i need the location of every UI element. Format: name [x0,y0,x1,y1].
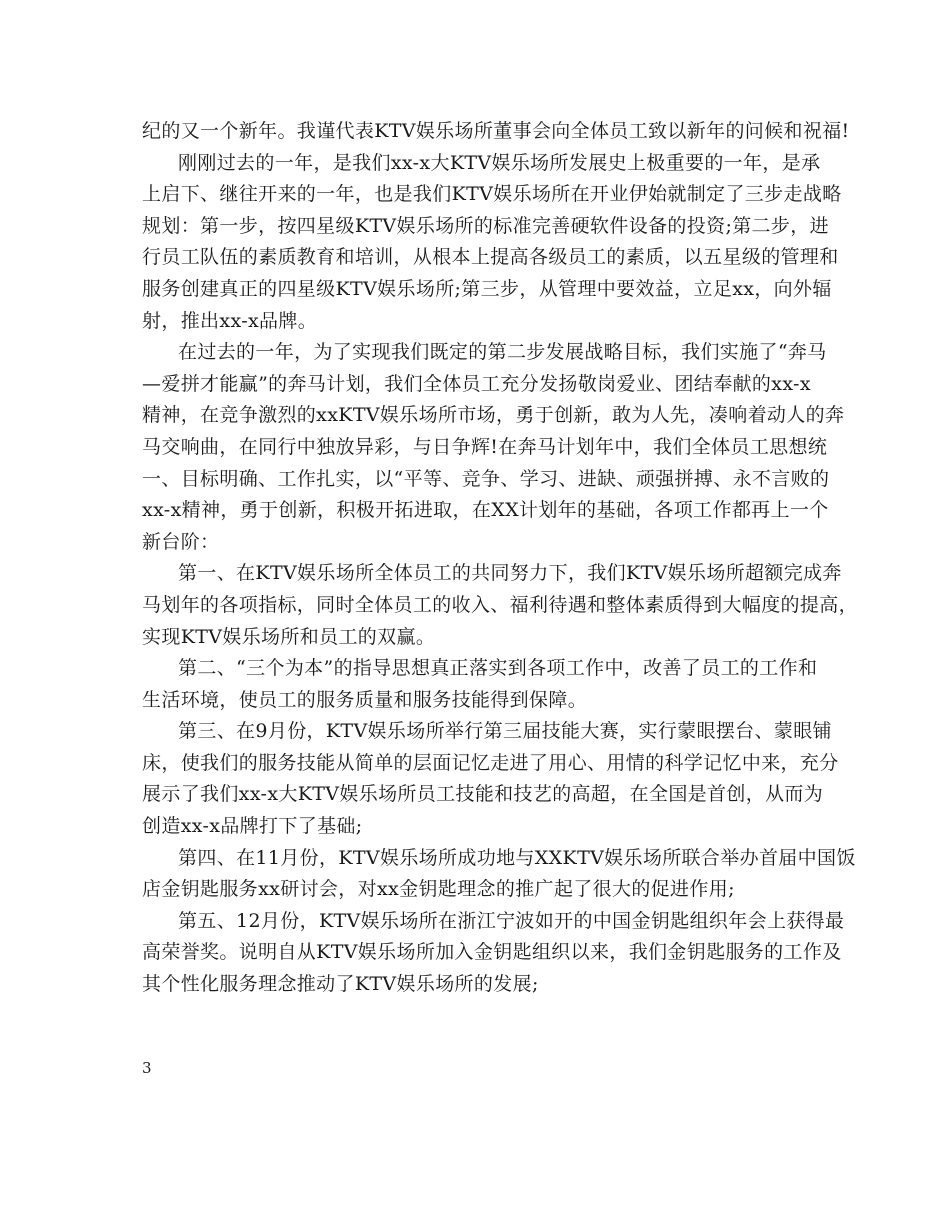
text-line: 马交响曲，在同行中独放异彩，与日争辉!在奔马计划年中，我们全体员工思想统 [142,435,828,458]
text-line: 行员工队伍的素质教育和培训，从根本上提高各级员工的素质，以五星级的管理和 [142,246,839,269]
text-line: 店金钥匙服务xx研讨会，对xx金钥匙理念的推广起了很大的促进作用; [142,878,735,901]
text-line: 第三、在9月份，KTV娱乐场所举行第三届技能大赛，实行蒙眼摆台、蒙眼铺 [178,720,832,743]
text-line: 在过去的一年，为了实现我们既定的第二步发展战略目标，我们实施了“奔马 [178,341,827,364]
text-line: 床，使我们的服务技能从简单的层面记忆走进了用心、用情的科学记忆中来，充分 [142,751,839,774]
text-line: 新台阶： [142,530,220,553]
text-line: 第一、在KTV娱乐场所全体员工的共同努力下，我们KTV娱乐场所超额完成奔 [178,562,842,585]
text-line: 纪的又一个新年。我谨代表KTV娱乐场所董事会向全体员工致以新年的问候和祝福! [142,120,850,142]
text-line: 马划年的各项指标，同时全体员工的收入、福利待遇和整体素质得到大幅度的提高， [142,593,858,616]
text-line: 展示了我们xx-x大KTV娱乐场所员工技能和技艺的高超，在全国是首创，从而为 [142,783,824,806]
text-line: 高荣誉奖。说明自从KTV娱乐场所加入金钥匙组织以来，我们金钥匙服务的工作及 [142,941,842,964]
text-line: —爱拼才能赢”的奔马计划，我们全体员工充分发扬敬岗爱业、团结奉献的xx-x [142,372,811,395]
text-line: 第五、12月份，KTV娱乐场所在浙江宁波如开的中国金钥匙组织年会上获得最 [178,909,845,932]
page-number: 3 [142,1059,152,1077]
text-line: 刚刚过去的一年，是我们xx-x大KTV娱乐场所发展史上极重要的一年，是承 [178,151,821,174]
text-line: 第四、在11月份，KTV娱乐场所成功地与XXKTV娱乐场所联合举办首届中国饭 [178,846,856,869]
text-line: 第二、“三个为本”的指导思想真正落实到各项工作中，改善了员工的工作和 [178,657,818,680]
text-line: 实现KTV娱乐场所和员工的双赢。 [142,625,436,648]
text-line: 其个性化服务理念推动了KTV娱乐场所的发展; [142,973,539,996]
text-line: 服务创建真正的四星级KTV娱乐场所;第三步，从管理中要效益，立足xx，向外辐 [142,277,832,300]
text-line: xx-x精神，勇于创新，积极开拓进取，在XX计划年的基础，各项工作都再上一个 [142,499,829,522]
text-line: 规划：第一步，按四星级KTV娱乐场所的标准完善硬软件设备的投资;第二步，进 [142,214,829,237]
document-body [142,116,858,1001]
text-line: 射，推出xx-x品牌。 [142,309,318,332]
text-line: 创造xx-x品牌打下了基础; [142,815,363,838]
text-line: 精神，在竞争激烈的xxKTV娱乐场所市场，勇于创新，敢为人先，凑响着动人的奔 [142,404,845,427]
text-line: 一、目标明确、工作扎实，以“平等、竞争、学习、进缺、顽强拼搏、永不言败的 [142,467,830,490]
text-line: 上启下、继往开来的一年，也是我们KTV娱乐场所在开业伊始就制定了三步走战略 [142,183,842,206]
text-line: 生活环境，使员工的服务质量和服务技能得到保障。 [142,688,588,711]
